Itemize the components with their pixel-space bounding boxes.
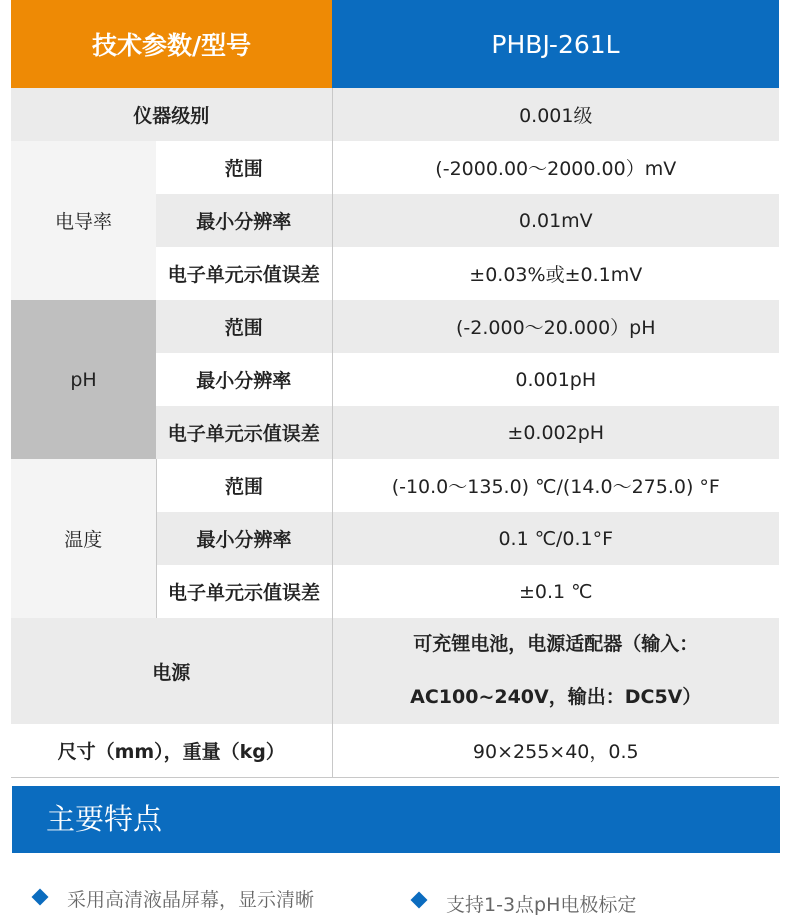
ph-err-label: 电子单元示值误差	[156, 406, 332, 459]
spec-table	[11, 0, 779, 778]
grade-label: 仪器级别	[11, 88, 332, 141]
conductivity-label: 电导率	[11, 141, 156, 300]
temperature-range-label: 范围	[156, 459, 332, 512]
power-value-line1: 可充锂电池，电源适配器（输入：	[413, 633, 699, 655]
power-value-line2: AC100~240V，输出：DC5V）	[410, 686, 702, 708]
feature-item: 支持1-3点pH电极标定	[446, 894, 637, 916]
ph-err-value: ±0.002pH	[332, 406, 779, 459]
ph-range-value: (-2.000～20.000）pH	[332, 300, 779, 353]
bullet-diamond-icon	[32, 889, 49, 906]
size-label: 尺寸（mm），重量（kg）	[11, 724, 332, 778]
grade-value: 0.001级	[332, 88, 779, 141]
param-header: 技术参数/型号	[11, 0, 332, 88]
size-value: 90×255×40，0.5	[332, 724, 779, 778]
temperature-res-label: 最小分辨率	[156, 512, 332, 565]
ph-res-value: 0.001pH	[332, 353, 779, 406]
ph-res-label: 最小分辨率	[156, 353, 332, 406]
model-header: PHBJ-261L	[332, 0, 779, 88]
feature-item: 采用高清液晶屏幕，显示清晰	[67, 889, 315, 911]
power-value	[332, 618, 779, 724]
ph-label: pH	[11, 300, 156, 459]
conductivity-err-value: ±0.03%或±0.1mV	[332, 247, 779, 300]
conductivity-res-label: 最小分辨率	[156, 194, 332, 247]
temperature-range-value: (-10.0～135.0) ℃/(14.0～275.0) °F	[332, 459, 779, 512]
bullet-diamond-icon	[411, 892, 428, 909]
temperature-label: 温度	[11, 459, 156, 618]
conductivity-range-label: 范围	[156, 141, 332, 194]
temperature-err-label: 电子单元示值误差	[156, 565, 332, 618]
ph-range-label: 范围	[156, 300, 332, 353]
temperature-err-value: ±0.1 ℃	[332, 565, 779, 618]
conductivity-range-value: (-2000.00～2000.00）mV	[332, 141, 779, 194]
conductivity-err-label: 电子单元示值误差	[156, 247, 332, 300]
power-label: 电源	[11, 618, 332, 724]
features-title: 主要特点	[12, 786, 780, 853]
temperature-res-value: 0.1 ℃/0.1°F	[332, 512, 779, 565]
conductivity-res-value: 0.01mV	[332, 194, 779, 247]
